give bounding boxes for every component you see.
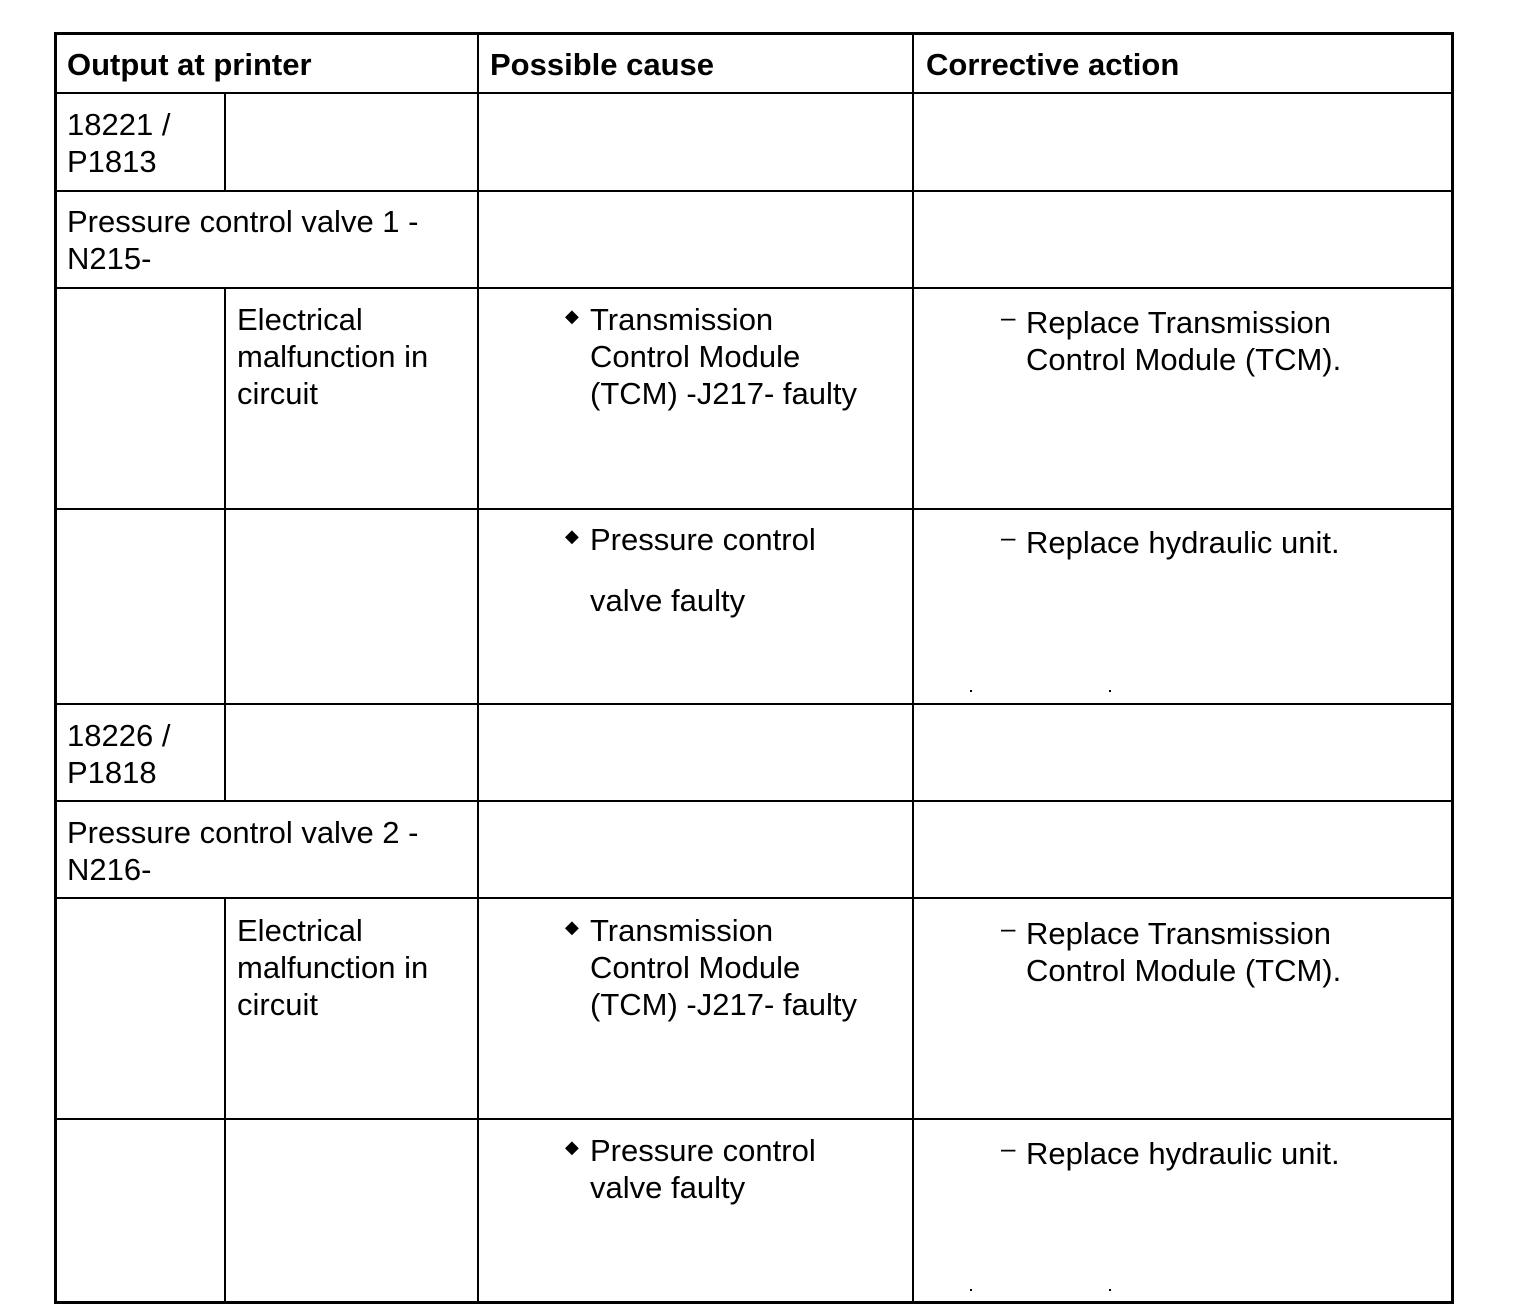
fault-code: 18221 / bbox=[67, 107, 171, 142]
fault-code: P1818 bbox=[67, 755, 157, 790]
bullet-icon: ◆ bbox=[565, 917, 579, 937]
action-text: Control Module (TCM). bbox=[1026, 953, 1342, 988]
component-name: Pressure control valve 2 - bbox=[67, 815, 419, 850]
subcolumn-divider bbox=[224, 897, 226, 1304]
row-divider bbox=[54, 897, 1454, 899]
cause-text: Pressure control bbox=[590, 1133, 816, 1168]
column-divider bbox=[912, 32, 914, 1304]
header-cause: Possible cause bbox=[490, 47, 715, 82]
fault-description: circuit bbox=[237, 987, 318, 1022]
fault-code: 18226 / bbox=[67, 718, 171, 753]
cause-text: Transmission bbox=[590, 302, 774, 337]
cause-text: (TCM) -J217- faulty bbox=[590, 376, 857, 411]
fault-description: Electrical bbox=[237, 913, 363, 948]
cause-text: Control Module bbox=[590, 339, 801, 374]
action-text: Replace Transmission bbox=[1026, 916, 1331, 951]
scan-mark bbox=[1109, 690, 1111, 692]
bullet-icon: ◆ bbox=[565, 1137, 579, 1157]
scan-mark bbox=[970, 690, 972, 692]
bullet-icon: ◆ bbox=[565, 306, 579, 326]
row-divider bbox=[54, 800, 1454, 802]
bullet-icon: ◆ bbox=[565, 526, 579, 546]
row-divider bbox=[54, 1118, 1454, 1120]
row-divider bbox=[54, 190, 1454, 192]
component-name: N216- bbox=[67, 852, 152, 887]
fault-description: malfunction in bbox=[237, 339, 429, 374]
header-output: Output at printer bbox=[67, 47, 312, 82]
row-divider bbox=[54, 508, 1454, 510]
fault-description: malfunction in bbox=[237, 950, 429, 985]
subcolumn-divider bbox=[224, 92, 226, 192]
scan-mark bbox=[970, 1289, 972, 1291]
fault-code: P1813 bbox=[67, 144, 157, 179]
cause-text: (TCM) -J217- faulty bbox=[590, 987, 857, 1022]
component-name: Pressure control valve 1 - bbox=[67, 204, 419, 239]
subcolumn-divider bbox=[224, 287, 226, 802]
dash-icon: – bbox=[1001, 302, 1016, 332]
action-text: Replace Transmission bbox=[1026, 305, 1331, 340]
dash-icon: – bbox=[1001, 522, 1016, 552]
dash-icon: – bbox=[1001, 1133, 1016, 1163]
row-divider bbox=[54, 703, 1454, 705]
cause-text: Control Module bbox=[590, 950, 801, 985]
dash-icon: – bbox=[1001, 913, 1016, 943]
action-text: Control Module (TCM). bbox=[1026, 342, 1342, 377]
cause-text: valve faulty bbox=[590, 583, 746, 618]
cause-text: Pressure control bbox=[590, 522, 816, 557]
column-divider bbox=[477, 32, 479, 1304]
cause-text: valve faulty bbox=[590, 1170, 746, 1205]
header-action: Corrective action bbox=[926, 47, 1180, 82]
fault-description: circuit bbox=[237, 376, 318, 411]
component-name: N215- bbox=[67, 241, 152, 276]
action-text: Replace hydraulic unit. bbox=[1026, 525, 1340, 560]
scan-mark bbox=[1109, 1289, 1111, 1291]
row-divider bbox=[54, 287, 1454, 289]
action-text: Replace hydraulic unit. bbox=[1026, 1136, 1340, 1171]
cause-text: Transmission bbox=[590, 913, 774, 948]
fault-description: Electrical bbox=[237, 302, 363, 337]
header-divider bbox=[54, 92, 1454, 94]
